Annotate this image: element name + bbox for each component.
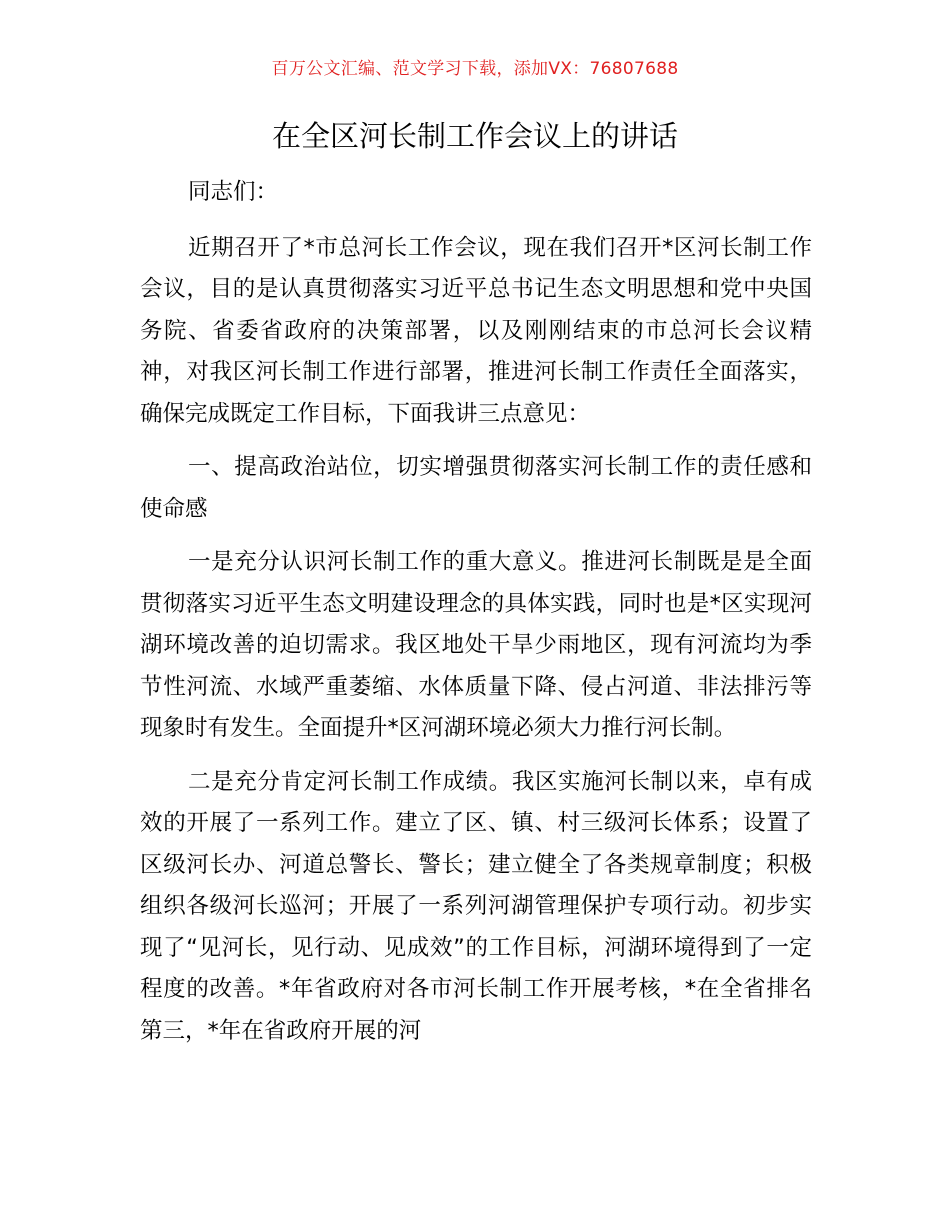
document-title: 在全区河长制工作会议上的讲话 — [271, 119, 678, 153]
section-heading-1: 一、提高政治站位，切实增强贯彻落实河长制工作的责任感和使命感 — [140, 454, 812, 522]
paragraph-point-2: 二是充分肯定河长制工作成绩。我区实施河长制以来，卓有成效的开展了一系列工作。建立了区、镇、村三级河长体系；设置了区级河长办、河道总警长、警长；建立健全了各类规章制度；积极组织各级河长巡河；开展了一系列河湖管理保护专项行动。初步实现了“见河长，见行动、见成效”的工作目标，河湖环境得到了一定程度的改善。*年省政府对各市河长制工作开展考核，*在全省排名第三，*年在省政府开展的河 — [140, 768, 812, 1044]
paragraph-intro: 近期召开了*市总河长工作会议，现在我们召开*区河长制工作会议，目的是认真贯彻落实习近平总书记生态文明思想和党中央国务院、省委省政府的决策部署，以及刚刚结束的市总河长会议精神，对我区河长制工作进行部署，推进河长制工作责任全面落实，确保完成既定工作目标，下面我讲三点意见： — [140, 234, 812, 427]
salutation: 同志们： — [188, 179, 279, 205]
paragraph-point-1: 一是充分认识河长制工作的重大意义。推进河长制既是是全面贯彻落实习近平生态文明建设理念的具体实践，同时也是*区实现河湖环境改善的迫切需求。我区地处干旱少雨地区，现有河流均为季节性河流、水域严重萎缩、水体质量下降、侵占河道、非法排污等现象时有发生。全面提升*区河湖环境必须大力推行河长制。 — [140, 549, 812, 741]
header-contact-note: 百万公文汇编、范文学习下载，添加VX：76807688 — [271, 59, 679, 79]
document-body — [140, 172, 812, 1064]
